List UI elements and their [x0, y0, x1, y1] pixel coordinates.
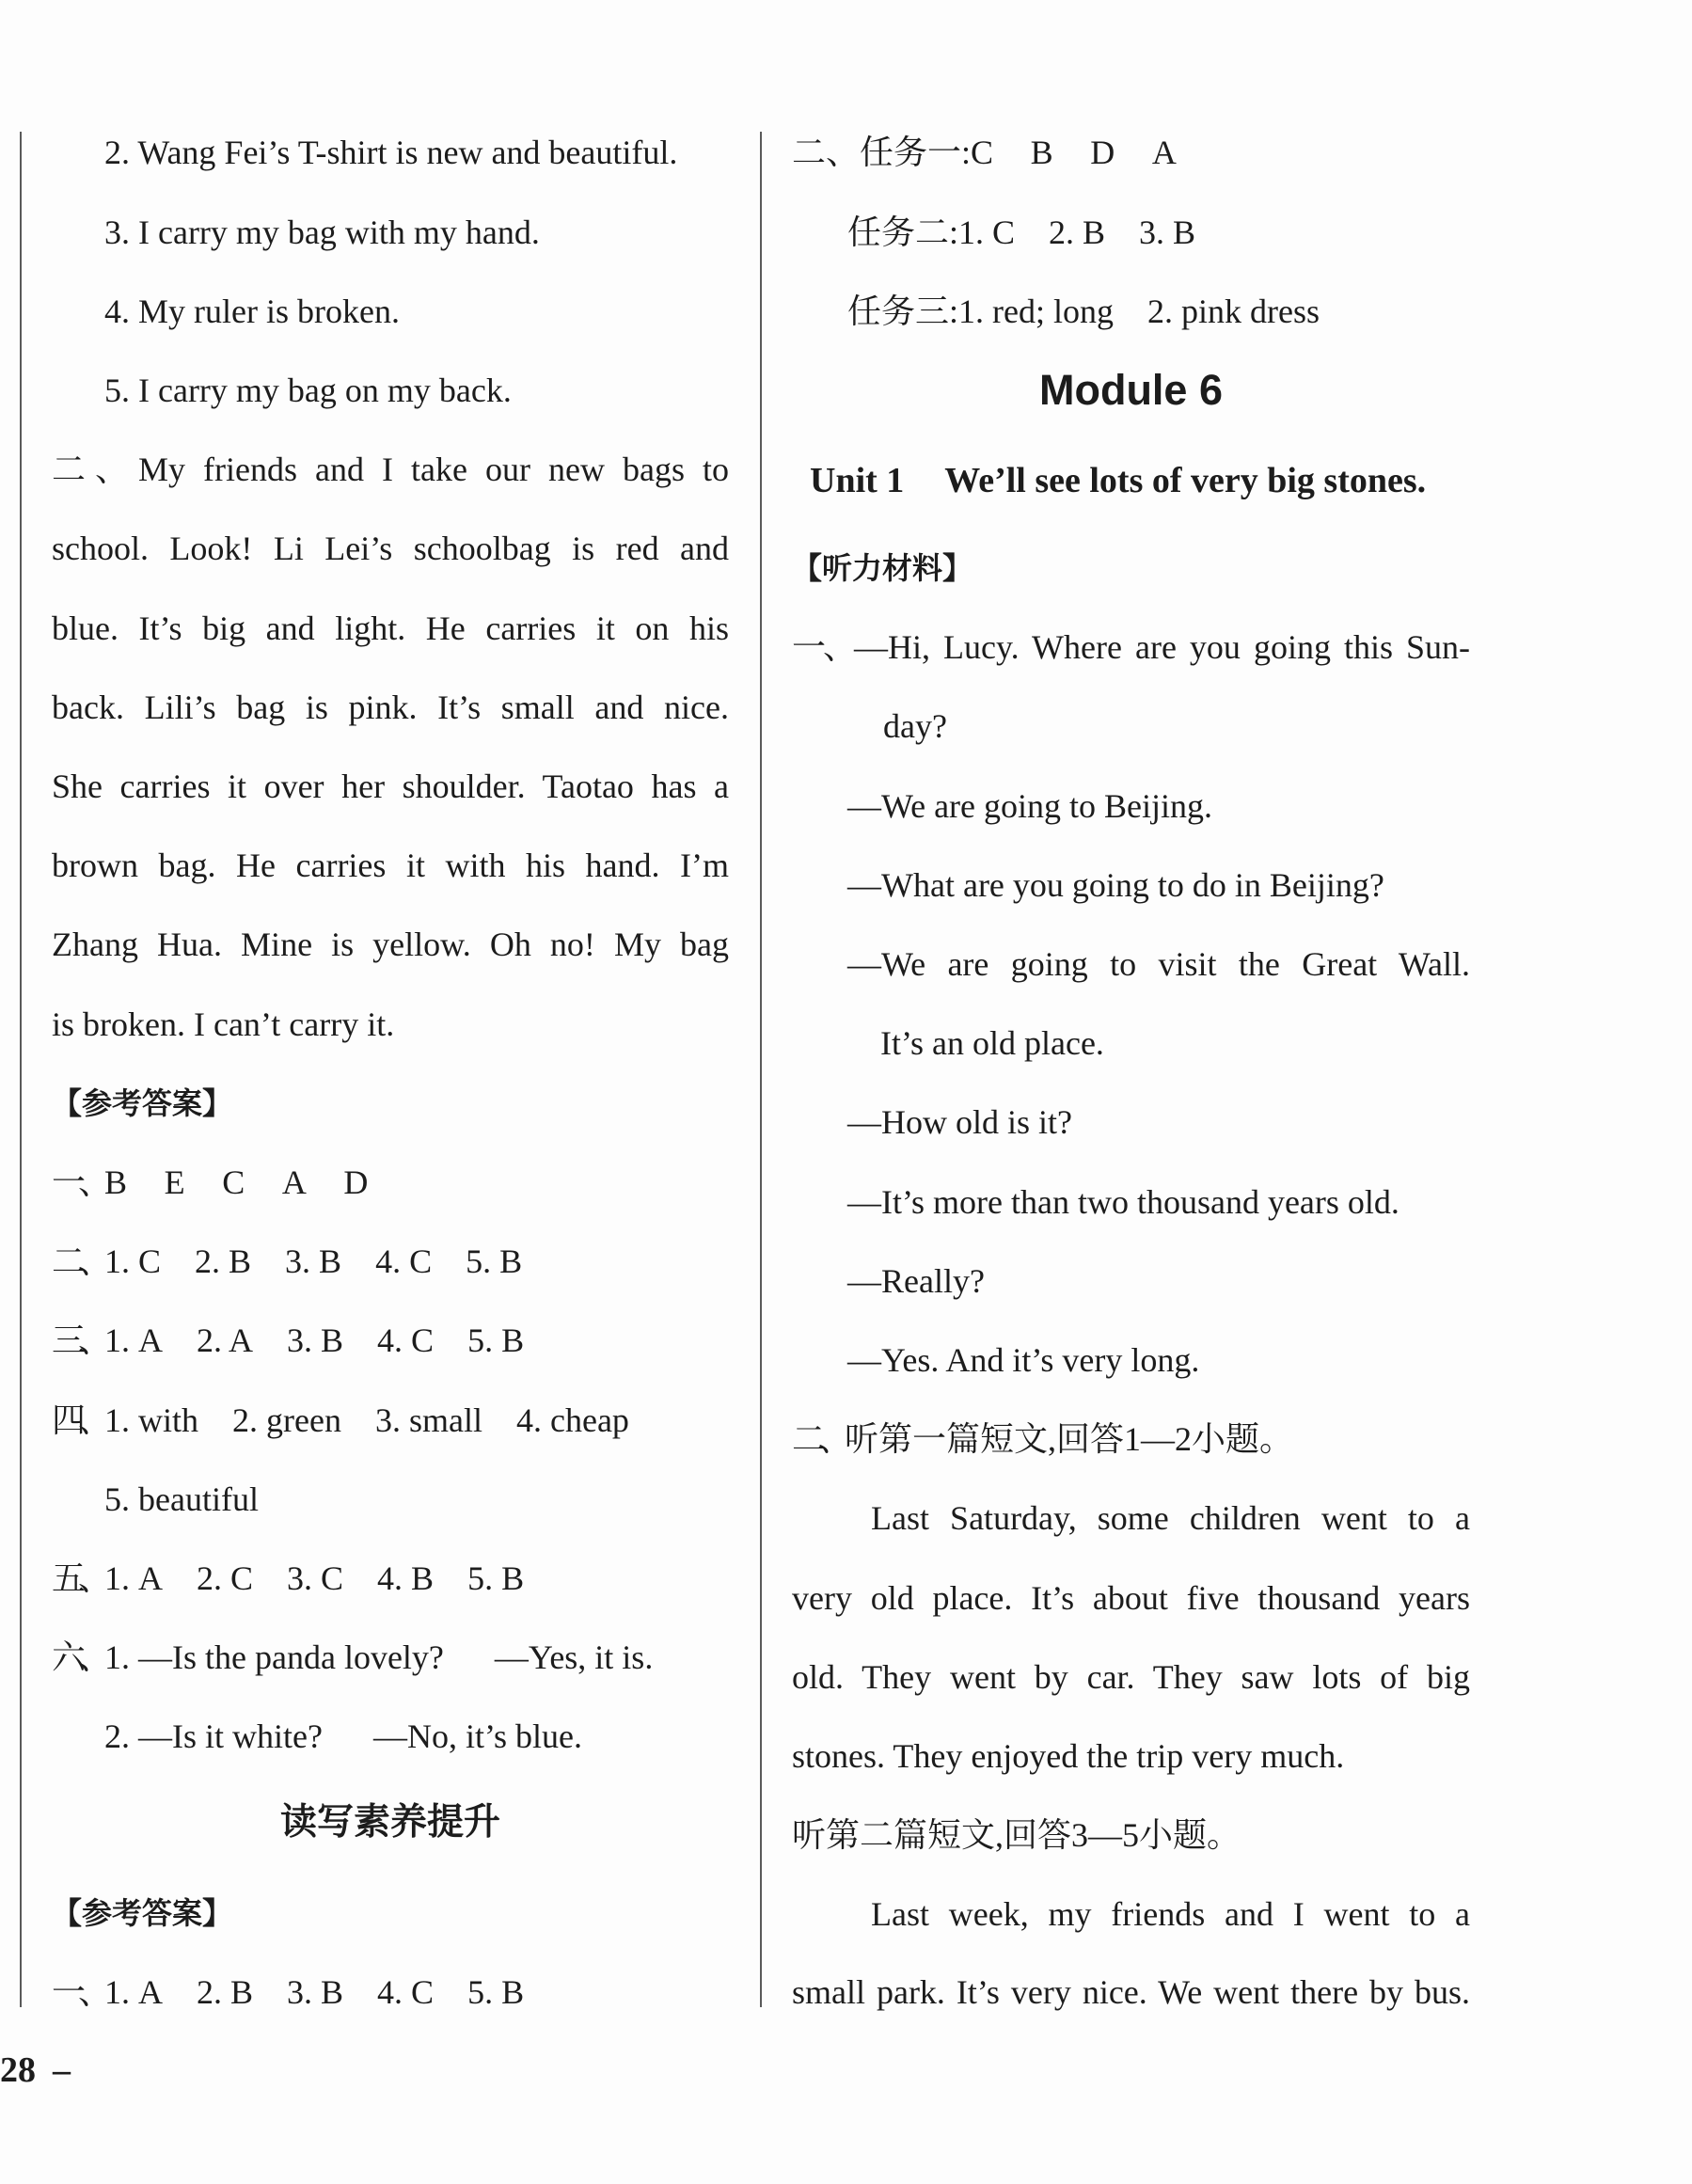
answer-item: 5. B: [466, 1242, 523, 1280]
passage-line: Last Saturday, some children went to a: [871, 1499, 1470, 1537]
unit-number: Unit 1: [810, 461, 905, 500]
answer-item: 1. C: [104, 1242, 162, 1280]
answer-row: [52, 1555, 524, 1602]
answer-item: E: [164, 1163, 185, 1201]
answer-item: —No, it’s blue.: [372, 1717, 582, 1755]
answer-item: 2. A: [197, 1321, 254, 1359]
page-number-value: 28: [0, 2050, 36, 2090]
answer-row: [52, 1634, 653, 1681]
answer-row: [52, 1969, 524, 2016]
task-row: [847, 209, 1195, 256]
answer-label: 一、: [52, 1163, 105, 1201]
answer-item: 1. red; long: [958, 293, 1114, 330]
answer-item: 2. B: [1049, 214, 1106, 251]
answer-heading: 【参考答案】: [52, 1085, 233, 1121]
passage-line: Last week, my friends and I went to a: [871, 1895, 1470, 1933]
answer-item: 2. green: [232, 1401, 341, 1439]
passage-line: old. They went by car. They saw lots of big: [792, 1658, 1470, 1696]
passage-line: is broken. I can’t carry it.: [52, 1005, 395, 1043]
task-label: 任务二:: [847, 214, 959, 251]
passage-instruction: 听第二篇短文,回答3—5小题。: [792, 1816, 1241, 1854]
answer-row: [52, 1159, 368, 1206]
answer-row: [52, 1238, 522, 1285]
answer-item: 3. B: [1139, 214, 1196, 251]
dialogue-line: day?: [883, 707, 947, 745]
answer-item: 5. B: [467, 1973, 525, 2011]
numbered-item: 5. I carry my bag on my back.: [104, 372, 512, 409]
answer-item: 2. B: [195, 1242, 252, 1280]
answer-heading: 【参考答案】: [52, 1895, 233, 1931]
section-label: 二、: [792, 1420, 846, 1458]
passage-instruction: [792, 1416, 1293, 1463]
dialogue-line: [792, 624, 1470, 671]
left-border-line: [20, 132, 22, 2007]
passage-line: very old place. It’s about five thousand years: [792, 1579, 1470, 1617]
answer-item: C: [971, 134, 994, 171]
answer-item: 2. —Is it white?: [104, 1717, 323, 1755]
answer-item: 2. pink dress: [1147, 293, 1320, 330]
answer-item: 5. beautiful: [104, 1480, 259, 1518]
answer-label: 三、: [52, 1321, 105, 1359]
listening-heading: 【听力材料】: [792, 550, 973, 586]
passage-line: Zhang Hua. Mine is yellow. Oh no! My bag: [52, 926, 729, 963]
answer-item: 4. B: [377, 1559, 435, 1597]
answer-item: 4. cheap: [515, 1401, 629, 1439]
answer-label: 二、: [52, 1242, 105, 1280]
answer-item: D: [1090, 134, 1115, 171]
answer-label: 五、: [52, 1559, 105, 1597]
dialogue-line: —We are going to Beijing.: [847, 787, 1213, 825]
dialogue-line: —Really?: [847, 1262, 985, 1300]
unit-title: We’ll see lots of very big stones.: [944, 461, 1427, 500]
dialogue-text: —Hi, Lucy. Where are you going this Sun-: [854, 628, 1470, 666]
answer-item: 4. C: [377, 1973, 435, 2011]
passage-line: brown bag. He carries it with his hand. I’m: [52, 847, 729, 884]
answer-label: 一、: [52, 1973, 105, 2011]
answer-item: C: [222, 1163, 245, 1201]
answer-item: 3. B: [285, 1242, 342, 1280]
page-number: [0, 2047, 71, 2094]
answer-row: [52, 1317, 524, 1364]
passage-line: stones. They enjoyed the trip very much.: [792, 1737, 1345, 1775]
dialogue-line: —Yes. And it’s very long.: [847, 1341, 1200, 1379]
answer-item: 1. C: [958, 214, 1016, 251]
section-title: 读写素养提升: [279, 1801, 500, 1844]
answer-item: B: [1030, 134, 1053, 171]
answer-item: 3. C: [287, 1559, 344, 1597]
task-label: 二、任务一:: [792, 134, 972, 171]
answer-item: A: [1151, 134, 1177, 171]
task-row: [792, 129, 1177, 176]
answer-row: [52, 1397, 629, 1444]
answer-item: 5. B: [467, 1559, 525, 1597]
dialogue-line: —We are going to visit the Great Wall.: [847, 945, 1470, 983]
answer-item: 1. —Is the panda lovely?: [104, 1638, 444, 1676]
answer-item: 3. B: [287, 1321, 344, 1359]
dialogue-line: —How old is it?: [847, 1103, 1072, 1141]
answer-item: 5. B: [467, 1321, 525, 1359]
answer-item: 4. C: [375, 1242, 433, 1280]
passage-line: blue. It’s big and light. He carries it on his: [52, 609, 729, 647]
task-row: [847, 288, 1320, 335]
answer-item: 3. small: [374, 1401, 482, 1439]
passage-line: back. Lili’s bag is pink. It’s small and nice.: [52, 688, 729, 726]
unit-heading: [810, 457, 1426, 504]
answer-label: 六、: [52, 1638, 105, 1676]
answer-item: 2. C: [197, 1559, 254, 1597]
task-label: 任务三:: [847, 293, 959, 330]
dialogue-line: —It’s more than two thousand years old.: [847, 1183, 1399, 1221]
answer-item: 1. A: [104, 1973, 164, 2011]
passage-text: My friends and I take our new bags to: [138, 451, 729, 488]
passage-line: small park. It’s very nice. We went there by bus.: [792, 1973, 1470, 2011]
module-title: Module 6: [1038, 366, 1223, 414]
column-divider: [760, 132, 762, 2007]
answer-item: —Yes, it is.: [494, 1638, 654, 1676]
answer-item: B: [104, 1163, 128, 1201]
section-label: 二、: [52, 451, 139, 488]
answer-item: 1. with: [104, 1401, 199, 1439]
answer-item: 1. A: [104, 1321, 164, 1359]
passage-line: [52, 446, 729, 493]
answer-item: 3. B: [287, 1973, 344, 2011]
answer-item: 4. C: [377, 1321, 435, 1359]
answer-item: 1. A: [104, 1559, 164, 1597]
instruction-text: 听第一篇短文,回答1—2小题。: [845, 1420, 1294, 1458]
page-number-dash: –: [53, 2050, 71, 2090]
dialogue-line: —What are you going to do in Beijing?: [847, 866, 1384, 904]
answer-label: 四、: [52, 1401, 105, 1439]
answer-item: A: [281, 1163, 307, 1201]
answer-item: D: [343, 1163, 369, 1201]
numbered-item: 2. Wang Fei’s T-shirt is new and beautiful.: [104, 134, 678, 171]
answer-row: [104, 1713, 582, 1760]
answer-item: 2. B: [197, 1973, 254, 2011]
numbered-item: 3. I carry my bag with my hand.: [104, 214, 540, 251]
numbered-item: 4. My ruler is broken.: [104, 293, 400, 330]
dialogue-line: It’s an old place.: [880, 1024, 1104, 1062]
passage-line: She carries it over her shoulder. Taotao has a: [52, 768, 729, 805]
section-label: 一、: [792, 628, 855, 666]
passage-line: school. Look! Li Lei’s schoolbag is red and: [52, 530, 729, 567]
